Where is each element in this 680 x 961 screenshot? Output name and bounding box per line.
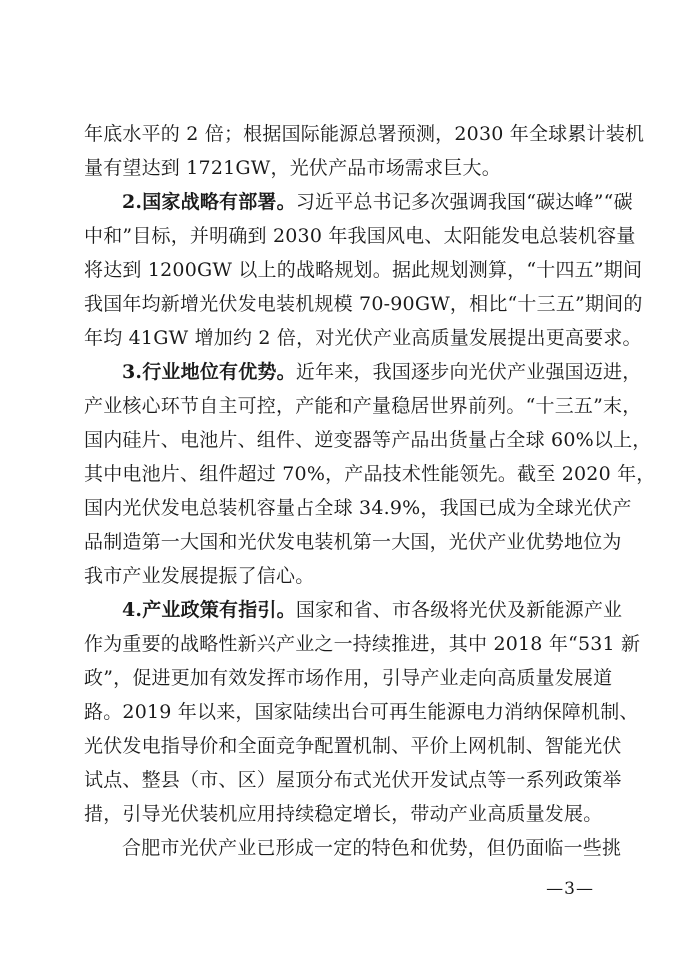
text-line: 年底水平的 2 倍；根据国际能源总署预测，2030 年全球累计装机 xyxy=(84,123,645,145)
section-heading: 3.行业地位有优势。 xyxy=(122,361,296,383)
text-span: 习近平总书记多次强调我国“碳达峰”“碳 xyxy=(295,191,633,213)
text-line: 量有望达到 1721GW，光伏产品市场需求巨大。 xyxy=(84,157,501,179)
text-line xyxy=(84,185,633,219)
text-line xyxy=(84,593,623,627)
text-line xyxy=(84,355,642,389)
text-line: 品制造第一大国和光伏发电装机第一大国，光伏产业优势地位为 xyxy=(84,531,622,553)
paragraph-industry-position xyxy=(84,355,656,593)
text-line: 我国年均新增光伏发电装机规模 70-90GW，相比“十三五”期间的 xyxy=(84,293,643,315)
paragraph-hefei-summary xyxy=(84,831,622,865)
text-line: 作为重要的战略性新兴产业之一持续推进，其中 2018 年“531 新 xyxy=(84,633,641,655)
paragraph-market-demand xyxy=(84,117,645,185)
text-line: 其中电池片、组件超过 70%，产品技术性能领先。截至 2020 年， xyxy=(84,463,656,485)
text-line: 国内光伏发电总装机容量占全球 34.9%，我国已成为全球光伏产 xyxy=(84,497,632,519)
text-span: 近年来，我国逐步向光伏产业强国迈进， xyxy=(295,361,642,383)
text-line: 路。2019 年以来，国家陆续出台可再生能源电力消纳保障机制、 xyxy=(84,701,639,723)
text-line: 年均 41GW 增加约 2 倍，对光伏产业高质量发展提出更高要求。 xyxy=(84,327,642,349)
page-number: —3— xyxy=(546,879,594,899)
text-line: 政”，促进更加有效发挥市场作用，引导产业走向高质量发展道 xyxy=(84,667,613,689)
text-span: 国家和省、市各级将光伏及新能源产业 xyxy=(295,599,623,621)
text-line: 国内硅片、电池片、组件、逆变器等产品出货量占全球 60%以上， xyxy=(84,429,652,451)
document-body xyxy=(84,117,656,865)
text-line: 光伏发电指导价和全面竞争配置机制、平价上网机制、智能光伏 xyxy=(84,735,622,757)
section-heading: 2.国家战略有部署。 xyxy=(122,191,296,213)
paragraph-industry-policy xyxy=(84,593,641,831)
text-line: 产业核心环节自主可控，产能和产量稳居世界前列。“十三五”末， xyxy=(84,395,642,417)
text-line: 合肥市光伏产业已形成一定的特色和优势，但仍面临一些挑 xyxy=(122,837,622,859)
text-line: 将达到 1200GW 以上的战略规划。据此规划测算，“十四五”期间 xyxy=(84,259,643,281)
text-line: 措，引导光伏装机应用持续稳定增长，带动产业高质量发展。 xyxy=(84,803,603,825)
text-line: 我市产业发展提振了信心。 xyxy=(84,565,315,587)
text-line: 中和”目标，并明确到 2030 年我国风电、太阳能发电总装机容量 xyxy=(84,225,636,247)
paragraph-national-strategy xyxy=(84,185,643,355)
section-heading: 4.产业政策有指引。 xyxy=(122,599,296,621)
text-line: 试点、整县（市、区）屋顶分布式光伏开发试点等一系列政策举 xyxy=(84,769,622,791)
